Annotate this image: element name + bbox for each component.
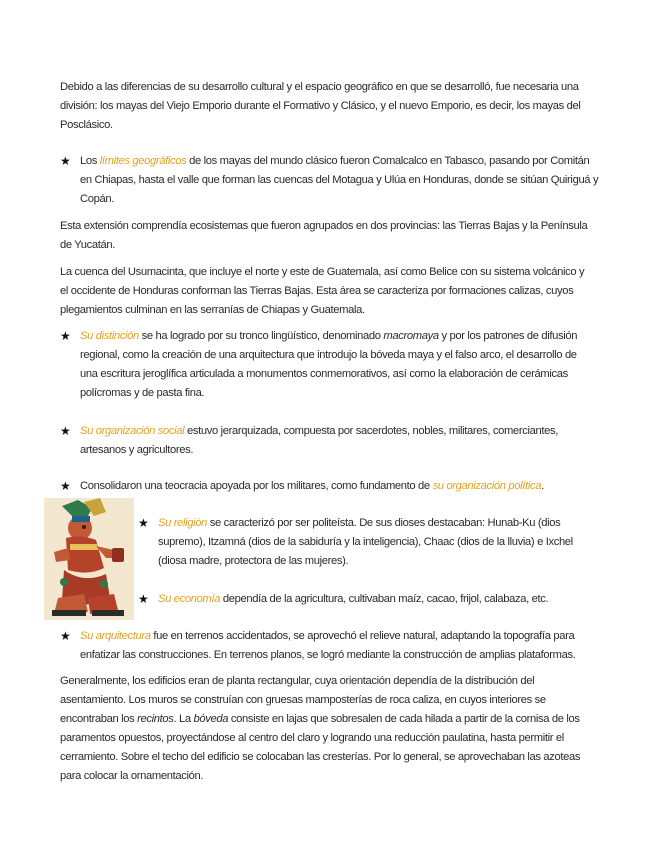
paragraph-text: consiste en lajas que sobresalen de cada hilada a partir de la cornisa de los paramentos opuestos, proyectándose al centro del claro y logrando una reducción paulatina, hasta permitir el cerramiento. Sobre el techo del edificio se colocaban las cresterías. Por lo general, se aprovechaban las azoteas para colocar la ornamentación. xyxy=(60,713,581,782)
bullet-text: se ha logrado por su tronco lingüístico, denominado xyxy=(138,330,384,342)
bullet-political-organization xyxy=(60,477,600,496)
bullet-text: estuvo jerarquizada, compuesta por sacerdotes, nobles, militares, comerciantes, artesanos y agricultores. xyxy=(80,425,558,456)
maya-codex-figure xyxy=(44,498,134,620)
bullet-text: Consolidaron una teocracia apoyada por los militares, como fundamento de xyxy=(80,480,433,492)
paragraph-text: . La xyxy=(173,713,194,725)
star-bullet-icon: ★ xyxy=(138,592,149,606)
emphasis-macromaya: macromaya xyxy=(383,330,439,342)
highlight-political-organization: su organización política xyxy=(432,480,542,492)
buildings-paragraph xyxy=(60,672,592,786)
highlight-architecture: Su arquitectura xyxy=(80,630,151,642)
highlight-distinction: Su distinción xyxy=(80,330,139,342)
highlight-social-organization: Su organización social xyxy=(80,425,185,437)
bullet-text: . xyxy=(541,480,544,492)
bullet-distinction xyxy=(60,327,592,403)
bullet-economy xyxy=(138,590,594,609)
highlight-geographic-limits: límites geográficos xyxy=(99,155,187,167)
star-bullet-icon: ★ xyxy=(60,629,71,643)
intro-paragraph: Debido a las diferencias de su desarrollo cultural y el espacio geográfico en que se desarrolló, fue necesaria una división: los mayas del Viejo Emporio durante el Formativo y Clásico, y el nuevo Emporio, es decir, los mayas del Posclásico. xyxy=(60,81,581,131)
bullet-text: de los mayas del mundo clásico fueron Comalcalco en Tabasco, pasando por Comitán en Chiapas, hasta el valle que forman las cuencas del Motagua y Ulúa en Honduras, donde se sitúan Quiriguá y Copán. xyxy=(80,155,599,205)
bullet-religion xyxy=(138,514,594,571)
bullet-text: dependía de la agricultura, cultivaban maíz, cacao, frijol, calabaza, etc. xyxy=(220,593,549,605)
star-bullet-icon: ★ xyxy=(60,424,71,438)
star-bullet-icon: ★ xyxy=(60,154,71,168)
maya-figure-icon xyxy=(44,498,134,620)
star-bullet-icon: ★ xyxy=(60,479,71,493)
usumacinta-paragraph: La cuenca del Usumacinta, que incluye el norte y este de Guatemala, así como Belice con su sistema volcánico y el occidente de Honduras conforman las Tierras Bajas. Esta área se caracteriza por formaciones calizas, cuyos plegamientos culminan en las serranías de Chiapas y Guatemala. xyxy=(60,266,585,316)
emphasis-recintos: recintos xyxy=(137,713,174,725)
bullet-text: fue en terrenos accidentados, se aprovechó el relieve natural, adaptando la topografía para enfatizar las construcciones. En terrenos planos, se logró mediante la construcción de amplias plataformas. xyxy=(80,630,576,661)
highlight-economy: Su economía xyxy=(158,593,221,605)
star-bullet-icon: ★ xyxy=(138,516,149,530)
emphasis-boveda: bóveda xyxy=(193,713,229,725)
bullet-text: se caracterizó por ser politeísta. De sus dioses destacaban: Hunab-Ku (dios supremo), Itzamná (dios de la sabiduría y la inteligencia), Chaac (dios de la lluvia) e Ixchel (diosa madre, protectora de las mujeres). xyxy=(158,517,573,567)
bullet-text: Los xyxy=(80,155,100,167)
paragraph-text: Generalmente, los edificios eran de planta rectangular, cuya orientación dependía de la distribución del asentamiento. Los muros se construían con gruesas mamposterías de roca caliza, en cuyos interiores se encontraban los xyxy=(60,675,546,725)
star-bullet-icon: ★ xyxy=(60,329,71,343)
bullet-geographic-limits xyxy=(60,152,600,209)
highlight-religion: Su religión xyxy=(158,517,208,529)
bullet-text: y por los patrones de difusión regional, como la creación de una arquitectura que introdujo la bóveda maya y el falso arco, el desarrollo de una escritura jeroglífica articulada a monumentos conmemorativos, así como la elaboración de cerámicas polícromas y de pasta fina. xyxy=(80,330,578,399)
bullet-architecture xyxy=(60,627,592,665)
provinces-paragraph: Esta extensión comprendía ecosistemas que fueron agrupados en dos provincias: las Tierras Bajas y la Península de Yucatán. xyxy=(60,220,588,251)
bullet-social-organization xyxy=(60,422,592,460)
